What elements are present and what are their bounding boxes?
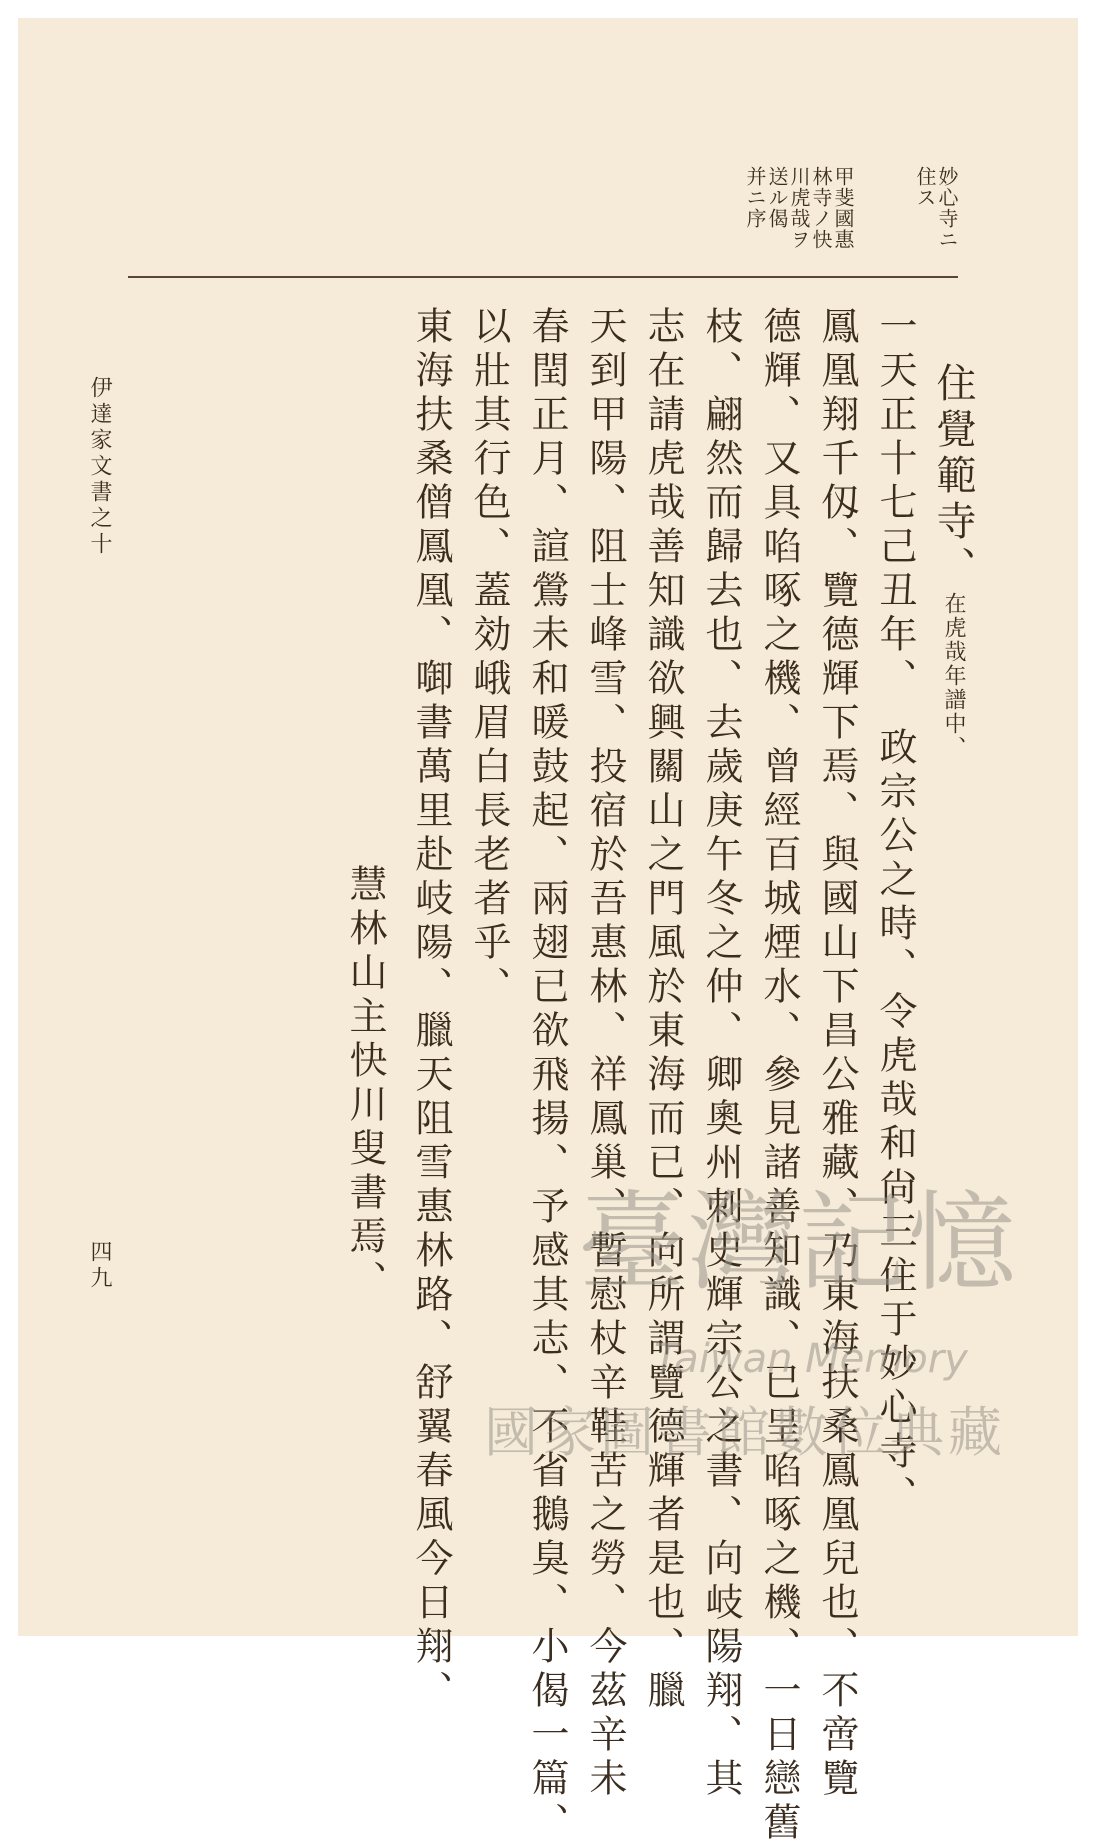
margin-book-title: 伊達家文書之十 [87, 376, 112, 558]
document-page [18, 18, 1078, 1846]
body-line-1: 一天正十七己丑年、 政宗公之時、令虎哉和尙三住于妙心寺、 [873, 306, 917, 1519]
section-heading-note: 在虎哉年譜中、 [941, 592, 966, 760]
head-note-7: 并ニ序 [743, 166, 767, 229]
body-line-7: 春閏正月、諠鶯未和暖鼓起、兩翅已欲飛揚、予感其志、不省鵝臭、小偈一篇、 [525, 306, 569, 1846]
head-note-1: 妙心寺ニ [935, 166, 959, 250]
body-line-6: 天到甲陽、阻士峰雪、投宿於吾惠林、祥鳳巢、暫慰杖辛鞋苦之勞、今茲辛未 [583, 306, 627, 1802]
watermark-institution: 國家圖書館數位典藏 [484, 1401, 1006, 1464]
section-heading [930, 362, 976, 760]
header-rule [128, 276, 958, 278]
body-line-4: 枝、翩然而歸去也、去歲庚午冬之仲、卿奧州刺史輝宗公之書、向岐陽翔、其 [699, 306, 743, 1802]
head-note-3: 甲斐國惠 [831, 166, 855, 250]
watermark-english: Taiwan Memory [654, 1336, 968, 1382]
body-line-9: 東海扶桑僧鳳凰、啣書萬里赴岐陽、臘天阻雪惠林路、舒翼春風今日翔、 [409, 306, 453, 1714]
body-line-3: 德輝、又具啗啄之機、曾經百城煙水、參見諸善知識、已呈啗啄之機、一日戀舊 [757, 306, 801, 1846]
watermark-logo: 臺灣記憶 [578, 1181, 1019, 1306]
body-line-2: 鳳凰翔千仭、覽德輝下焉、與國山下昌公雅藏、乃東海扶桑鳳凰兒也、不啻覽 [815, 306, 859, 1802]
signature: 慧林山主快川叟書焉、 [343, 864, 387, 1304]
head-note-6: 送ル偈 [765, 166, 789, 229]
head-note-4: 林寺ノ快 [809, 166, 833, 250]
section-heading-text: 住覺範寺、 [930, 362, 976, 592]
margin-page-number: 四九 [87, 1240, 112, 1292]
body-line-5: 志在請虎哉善知識欲興關山之門風於東海而已、向所謂覽德輝者是也、臘 [641, 306, 685, 1714]
body-line-8: 以壯其行色、蓋効峨眉白長老者乎、 [467, 306, 511, 1010]
head-note-2: 住ス [913, 166, 937, 208]
head-note-5: 川虎哉ヲ [787, 166, 811, 250]
